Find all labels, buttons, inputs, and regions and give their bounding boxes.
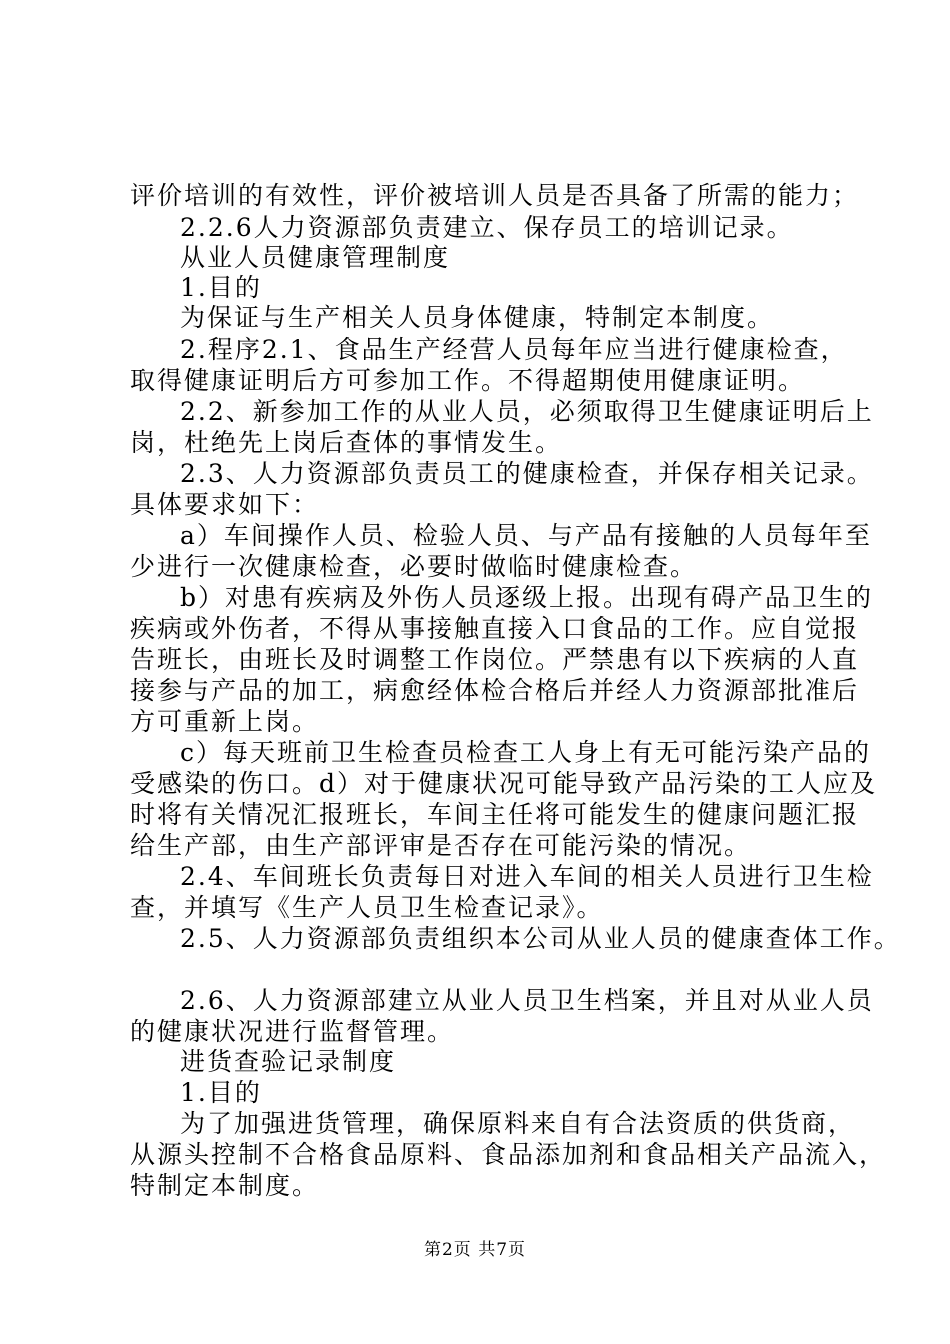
text-line: b）对患有疾病及外伤人员逐级上报。出现有碍产品卫生的 (180, 583, 874, 612)
section-heading: 进货查验记录制度 (180, 1047, 397, 1076)
text-line: 的健康状况进行监督管理。 (130, 1017, 455, 1046)
text-line: 时将有关情况汇报班长，车间主任将可能发生的健康问题汇报 (130, 800, 860, 829)
text-line: 2.4、车间班长负责每日对进入车间的相关人员进行卫生检 (180, 862, 874, 891)
text-line: 为保证与生产相关人员身体健康，特制定本制度。 (180, 303, 775, 332)
text-line: 疾病或外伤者，不得从事接触直接入口食品的工作。应自觉报 (130, 614, 860, 643)
page-footer: 第2页 共7页 (423, 1240, 527, 1260)
text-line: 2.2.6人力资源部负责建立、保存员工的培训记录。 (180, 213, 794, 242)
text-line: 为了加强进货管理，确保原料来自有合法资质的供货商， (180, 1109, 856, 1138)
text-line: 2.6、人力资源部建立从业人员卫生档案，并且对从业人员 (180, 986, 874, 1015)
text-line: 取得健康证明后方可参加工作。不得超期使用健康证明。 (130, 366, 806, 395)
text-line: 具体要求如下： (130, 490, 320, 519)
text-line: 给生产部，由生产部评审是否存在可能污染的情况。 (130, 831, 752, 860)
text-line: 受感染的伤口。d）对于健康状况可能导致产品污染的工人应及 (130, 769, 878, 798)
text-line: 从源头控制不合格食品原料、食品添加剂和食品相关产品流入， (130, 1140, 887, 1169)
text-line: 2.2、新参加工作的从业人员，必须取得卫生健康证明后上 (180, 397, 874, 426)
text-line: 2.程序2.1、食品生产经营人员每年应当进行健康检查， (180, 335, 848, 364)
text-line: c）每天班前卫生检查员检查工人身上有无可能污染产品的 (180, 738, 872, 767)
text-line: 评价培训的有效性，评价被培训人员是否具备了所需的能力； (130, 181, 860, 210)
subsection-heading: 1.目的 (180, 1078, 262, 1107)
text-line: 特制定本制度。 (130, 1171, 320, 1200)
text-line: 查，并填写《生产人员卫生检查记录》。 (130, 893, 604, 922)
text-line: 接参与产品的加工，病愈经体检合格后并经人力资源部批准后 (130, 676, 860, 705)
text-line: 少进行一次健康检查，必要时做临时健康检查。 (130, 552, 698, 581)
section-heading: 从业人员健康管理制度 (180, 243, 451, 272)
subsection-heading: 1.目的 (180, 273, 262, 302)
text-line: 岗，杜绝先上岗后查体的事情发生。 (130, 428, 563, 457)
text-line: 告班长，由班长及时调整工作岗位。严禁患有以下疾病的人直 (130, 645, 860, 674)
text-line: 2.3、人力资源部负责员工的健康检查，并保存相关记录。 (180, 459, 874, 488)
text-line: 方可重新上岗。 (130, 707, 320, 736)
text-line: 2.5、人力资源部负责组织本公司从业人员的健康查体工作。 (180, 924, 901, 953)
text-line: a）车间操作人员、检验人员、与产品有接触的人员每年至 (180, 521, 872, 550)
